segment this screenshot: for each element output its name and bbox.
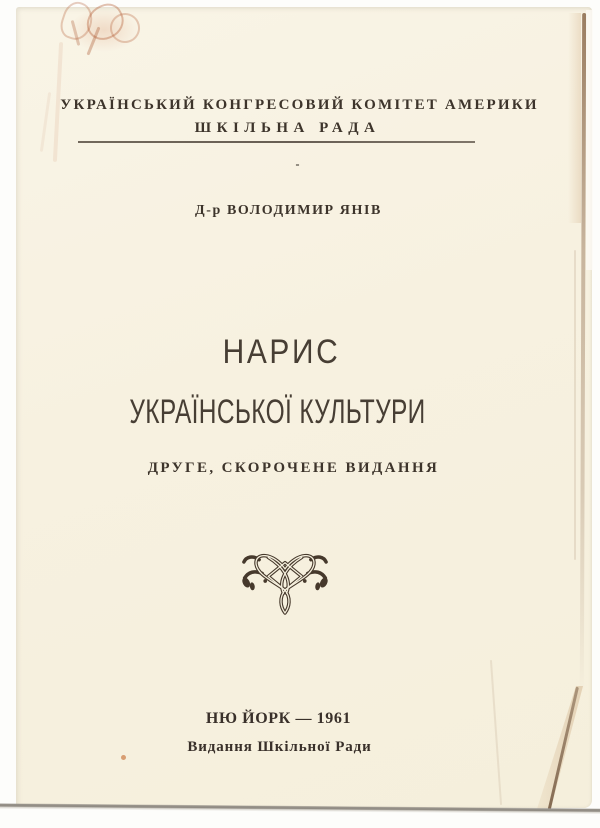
imprint-note: Видання Шкільної Ради (187, 739, 372, 755)
horizontal-rule (78, 141, 475, 143)
book-title-line1: НАРИС (222, 333, 341, 371)
separator-dash: - (295, 157, 300, 171)
book-title-line2: УКРАЇНСЬКОЇ КУЛЬТУРИ (129, 393, 426, 431)
page-edge-highlight (586, 10, 593, 270)
publisher-division: ШКІЛЬНА РАДА (194, 120, 381, 136)
publisher-name: УКРАЇНСЬКИЙ КОНГРЕСОВИЙ КОМІТЕТ АМЕРИКИ (60, 97, 539, 113)
knot-ornament-icon (238, 546, 332, 616)
edition-note: ДРУГЕ, СКОРОЧЕНЕ ВИДАННЯ (147, 460, 440, 476)
place-and-year: НЮ ЙОРК — 1961 (205, 710, 352, 727)
author-name: Д-р ВОЛОДИМИР ЯНІВ (195, 203, 382, 218)
